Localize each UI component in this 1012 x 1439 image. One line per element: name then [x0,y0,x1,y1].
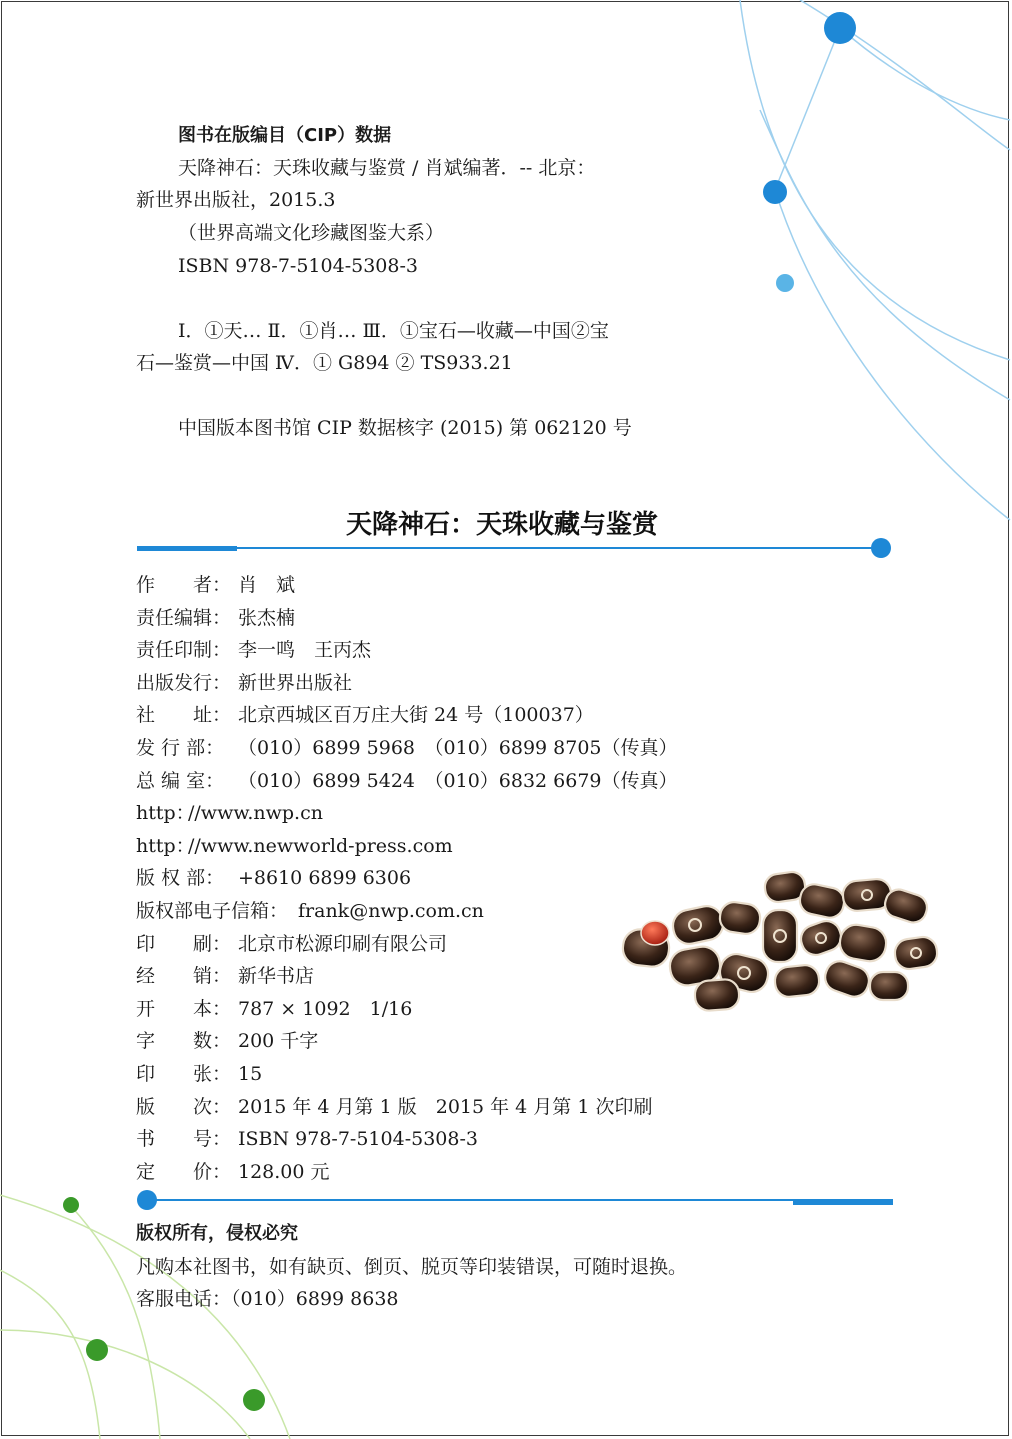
dzi-beads-image [615,868,945,1018]
colophon-value: //www.newworld-press.com [188,835,453,857]
colophon-label: 版 权 部： [136,867,225,889]
green-node-dot [243,1389,265,1411]
colophon-label: 版权部电子信箱： [136,900,289,922]
colophon-value: （010）6899 5968 （010）6899 8705（传真） [238,737,678,759]
colophon-value: 北京市松源印刷有限公司 [238,933,448,955]
cip-classification-line-2: 石—鉴赏—中国 Ⅳ．① G894 ② TS933.21 [136,352,513,374]
colophon-label: http： [136,835,195,857]
colophon-label: 印 张： [136,1063,232,1085]
cip-classification-line-1: Ⅰ．①天… Ⅱ．①肖… Ⅲ．①宝石—收藏—中国②宝 [178,320,609,342]
title-rule-end-dot [871,538,891,558]
colophon-label: 经 销： [136,965,232,987]
colophon-label: 责任印制： [136,639,232,661]
colophon-value: 北京西城区百万庄大街 24 号（100037） [238,704,594,726]
blue-node-dot [824,12,856,44]
green-node-dot [86,1339,108,1361]
cip-publisher-line: 新世界出版社，2015.3 [136,189,336,211]
colophon-value: //www.nwp.cn [188,802,323,824]
colophon-value: 新华书店 [238,965,315,987]
blue-node-dot [776,274,794,292]
colophon-value: 张杰楠 [238,607,296,629]
colophon-value: 肖 斌 [238,574,296,596]
colophon-label: 书 号： [136,1128,232,1150]
bottom-rule [150,1199,893,1201]
colophon-value: +8610 6899 6306 [238,867,412,889]
green-node-dot [63,1197,79,1213]
colophon-value: 787 × 1092 1/16 [238,998,413,1020]
cip-title-line: 天降神石：天珠收藏与鉴赏 / 肖斌编著．-- 北京： [178,157,596,179]
colophon-label: http： [136,802,195,824]
customer-service-phone: 客服电话：（010）6899 8638 [136,1288,399,1310]
colophon-value: 15 [238,1063,263,1085]
cip-heading: 图书在版编目（CIP）数据 [178,125,392,146]
colophon-label: 责任编辑： [136,607,232,629]
copyright-notice: 版权所有，侵权必究 [136,1223,298,1244]
blue-node-dot [763,180,787,204]
colophon-value: 李一鸣 王丙杰 [238,639,372,661]
colophon-label: 字 数： [136,1030,232,1052]
colophon-label: 作 者： [136,574,232,596]
colophon-label: 发 行 部： [136,737,225,759]
bottom-rule-thick [793,1200,893,1205]
colophon-value: 新世界出版社 [238,672,353,694]
colophon-label: 版 次： [136,1096,232,1118]
colophon-value: 200 千字 [238,1030,319,1052]
colophon-value: （010）6899 5424 （010）6832 6679（传真） [238,770,678,792]
colophon-value: 2015 年 4 月第 1 版 2015 年 4 月第 1 次印刷 [238,1096,653,1118]
cip-series-line: （世界高端文化珍藏图鉴大系） [178,222,445,244]
colophon-label: 社 址： [136,704,232,726]
colophon-label: 定 价： [136,1161,232,1183]
colophon-value: ISBN 978-7-5104-5308-3 [238,1128,478,1150]
colophon-label: 开 本： [136,998,232,1020]
book-title: 天降神石：天珠收藏与鉴赏 [346,510,659,540]
colophon-value: 128.00 元 [238,1161,330,1183]
colophon-value: frank@nwp.com.cn [298,900,484,922]
cip-record-number: 中国版本图书馆 CIP 数据核字 (2015) 第 062120 号 [178,417,632,439]
colophon-label: 印 刷： [136,933,232,955]
cip-isbn-line: ISBN 978-7-5104-5308-3 [178,255,418,277]
colophon-label: 出版发行： [136,672,232,694]
return-policy-notice: 凡购本社图书，如有缺页、倒页、脱页等印装错误，可随时退换。 [136,1256,688,1278]
title-rule [137,547,877,549]
colophon-label: 总 编 室： [136,770,225,792]
